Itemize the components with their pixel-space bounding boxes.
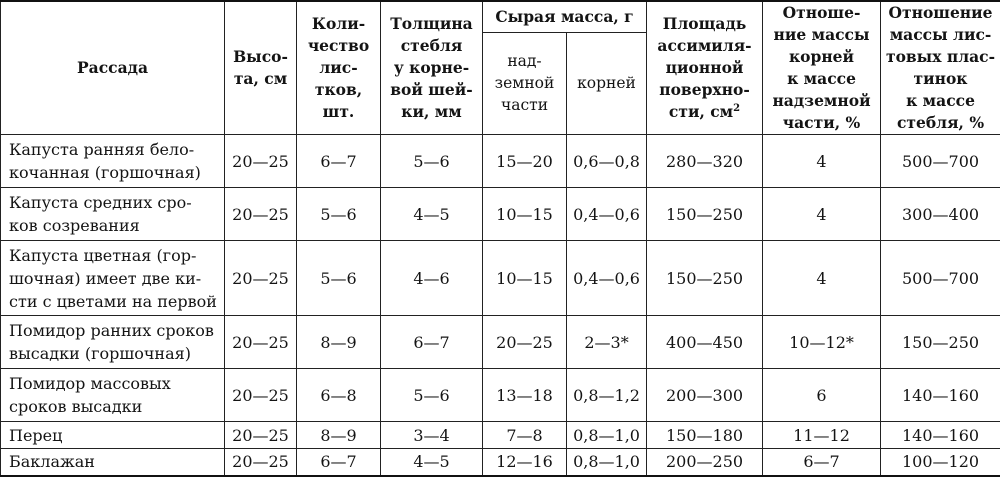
cell-roots: 0,8—1,0 [567,422,647,449]
table-body [1,135,1000,476]
cell-leaves: 6—7 [297,449,381,476]
cell-ratio-roots: 6—7 [763,449,881,476]
cell-leaves: 5—6 [297,241,381,316]
header-area-text: Площадь ассимиля- ционной поверхно- сти, см [657,14,751,121]
header-raw-mass-above: над- земной части [483,32,567,134]
table-row [1,422,1000,449]
cell-area: 280—320 [647,135,763,188]
header-raw-mass: Сырая масса, г [483,1,647,32]
cell-above: 12—16 [483,449,567,476]
table-row [1,369,1000,422]
cell-height: 20—25 [225,369,297,422]
cell-roots: 0,6—0,8 [567,135,647,188]
cell-stem: 3—4 [381,422,483,449]
cell-above: 10—15 [483,188,567,241]
cell-roots: 0,8—1,2 [567,369,647,422]
cell-height: 20—25 [225,241,297,316]
cell-ratio-leaves: 100—120 [881,449,1000,476]
cell-ratio-leaves: 300—400 [881,188,1000,241]
cell-roots: 2—3* [567,316,647,369]
cell-ratio-roots: 4 [763,135,881,188]
cell-name: Баклажан [1,449,225,476]
cell-leaves: 6—8 [297,369,381,422]
header-area-sup: 2 [733,103,740,114]
cell-above: 15—20 [483,135,567,188]
cell-ratio-leaves: 500—700 [881,241,1000,316]
cell-stem: 4—6 [381,241,483,316]
cell-stem: 5—6 [381,369,483,422]
cell-name: Перец [1,422,225,449]
table-row [1,449,1000,476]
cell-ratio-roots: 11—12 [763,422,881,449]
cell-ratio-roots: 6 [763,369,881,422]
header-ratio-roots: Отноше- ние массы корней к массе надземной части, % [763,1,881,135]
cell-height: 20—25 [225,188,297,241]
cell-height: 20—25 [225,422,297,449]
header-ratio-leaves: Отношение массы лис- товых плас- тинок к массе стебля, % [881,1,1000,135]
header-leaf-count: Коли- чество лис- тков, шт. [297,1,381,135]
cell-stem: 6—7 [381,316,483,369]
cell-area: 200—300 [647,369,763,422]
cell-stem: 4—5 [381,188,483,241]
cell-leaves: 6—7 [297,135,381,188]
header-seedling: Рассада [1,1,225,135]
table-row [1,241,1000,316]
cell-roots: 0,8—1,0 [567,449,647,476]
cell-roots: 0,4—0,6 [567,188,647,241]
cell-ratio-roots: 10—12* [763,316,881,369]
cell-name: Капуста цветная (гор- шочная) имеет две ки- сти с цветами на первой [1,241,225,316]
header-area [647,1,763,135]
cell-area: 150—250 [647,241,763,316]
header-height: Высо- та, см [225,1,297,135]
cell-leaves: 8—9 [297,422,381,449]
header-stem-thickness: Толщина стебля у корне- вой шей- ки, мм [381,1,483,135]
cell-height: 20—25 [225,135,297,188]
cell-above: 10—15 [483,241,567,316]
cell-ratio-roots: 4 [763,188,881,241]
cell-name: Помидор ранних сроков высадки (горшочная) [1,316,225,369]
cell-ratio-roots: 4 [763,241,881,316]
cell-roots: 0,4—0,6 [567,241,647,316]
cell-leaves: 8—9 [297,316,381,369]
cell-ratio-leaves: 140—160 [881,422,1000,449]
table-row [1,188,1000,241]
cell-ratio-leaves: 500—700 [881,135,1000,188]
table-row [1,316,1000,369]
cell-area: 400—450 [647,316,763,369]
table-row [1,135,1000,188]
cell-stem: 4—5 [381,449,483,476]
cell-above: 7—8 [483,422,567,449]
cell-height: 20—25 [225,316,297,369]
table-header [1,1,1000,135]
cell-leaves: 5—6 [297,188,381,241]
cell-name: Капуста ранняя бело- кочанная (горшочная) [1,135,225,188]
cell-ratio-leaves: 150—250 [881,316,1000,369]
cell-stem: 5—6 [381,135,483,188]
cell-above: 20—25 [483,316,567,369]
cell-name: Помидор массовых сроков высадки [1,369,225,422]
cell-height: 20—25 [225,449,297,476]
header-raw-mass-roots: корней [567,32,647,134]
cell-name: Капуста средних сро- ков созревания [1,188,225,241]
cell-area: 200—250 [647,449,763,476]
cell-area: 150—250 [647,188,763,241]
cell-area: 150—180 [647,422,763,449]
cell-ratio-leaves: 140—160 [881,369,1000,422]
cell-above: 13—18 [483,369,567,422]
